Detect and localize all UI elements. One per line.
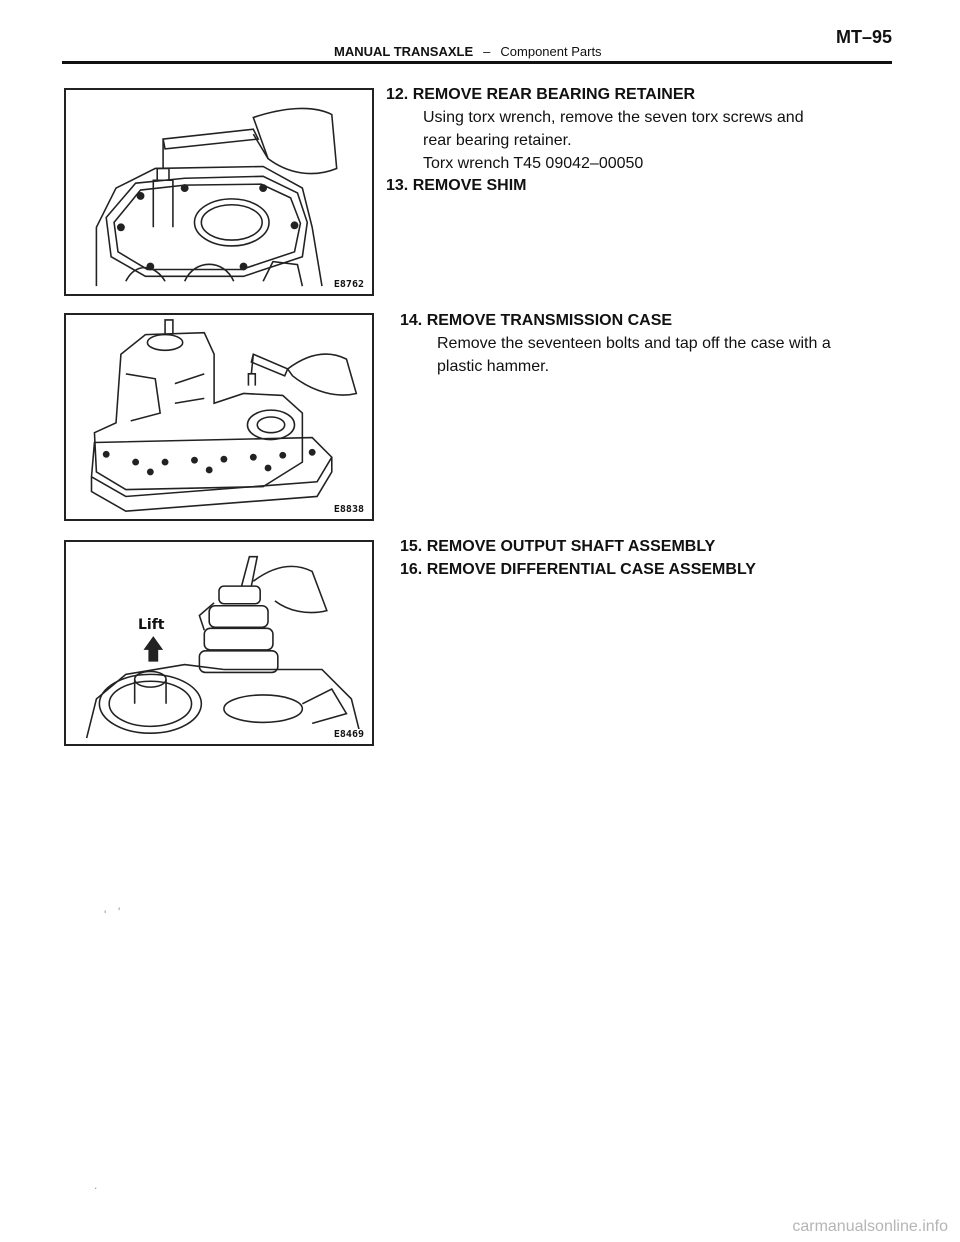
figure-code: E8838 [333, 504, 364, 515]
scan-mark: . [94, 1178, 98, 1192]
step-title: 13. REMOVE SHIM [386, 177, 527, 194]
step-title: 12. REMOVE REAR BEARING RETAINER [386, 86, 696, 103]
step-line: Using torx wrench, remove the seven torx screws and [423, 109, 804, 126]
illustration-transmission-case [66, 315, 372, 519]
step-13 [386, 174, 526, 197]
scan-mark: ' [118, 905, 121, 919]
step-title: 16. REMOVE DIFFERENTIAL CASE ASSEMBLY [400, 561, 756, 578]
step-line: rear bearing retainer. [423, 132, 572, 149]
figure-transmission-case [64, 313, 374, 521]
figure-rear-bearing-retainer [64, 88, 374, 296]
step-line: Torx wrench T45 09042–00050 [423, 155, 644, 172]
step-14 [400, 309, 831, 378]
step-16 [400, 558, 756, 581]
step-title: 15. REMOVE OUTPUT SHAFT ASSEMBLY [400, 538, 716, 555]
lift-arrow-icon [143, 636, 163, 661]
header-section: MANUAL TRANSAXLE [334, 44, 474, 59]
step-body [386, 106, 804, 175]
step-15 [400, 535, 715, 558]
step-line: plastic hammer. [437, 358, 550, 375]
step-body [400, 332, 831, 378]
figure-code: E8762 [333, 279, 364, 290]
page-header [62, 22, 892, 64]
step-line: Remove the seventeen bolts and tap off the case with a [437, 335, 831, 352]
header-separator: – [483, 44, 491, 59]
lift-label: Lift [138, 617, 165, 633]
header-rule [62, 61, 892, 64]
header-section-line [334, 44, 602, 59]
figure-output-shaft [64, 540, 374, 746]
page-number: MT–95 [835, 27, 892, 47]
step-12 [386, 83, 804, 175]
figure-code: E8469 [333, 729, 364, 740]
watermark: carmanualsonline.info [792, 1218, 948, 1235]
header-subsection: Component Parts [500, 44, 602, 59]
illustration-torx-wrench [66, 90, 372, 294]
scan-mark: ' [104, 908, 107, 922]
step-title: 14. REMOVE TRANSMISSION CASE [400, 312, 673, 329]
illustration-output-shaft [66, 542, 372, 744]
